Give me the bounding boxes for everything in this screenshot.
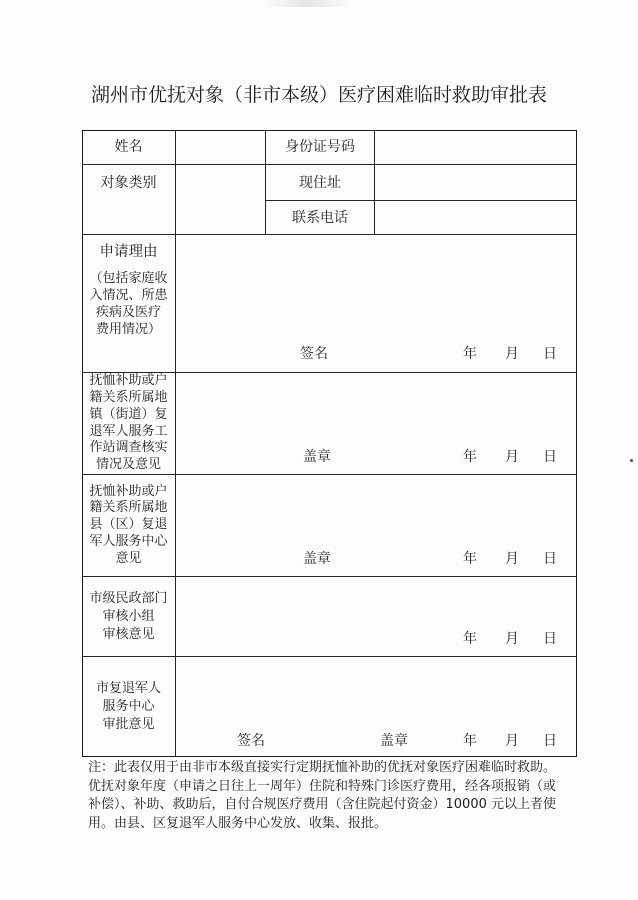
reason-label-cell	[82, 235, 176, 373]
approval-table	[82, 130, 577, 757]
date-year-label: 年	[463, 449, 477, 465]
city-civil-affairs-line: 审核小组	[102, 608, 155, 624]
date-year-label: 年	[463, 551, 477, 567]
footnote-line: 优抚对象年度（申请之日往上一周年）住院和特殊门诊医疗费用，经各项报销（或	[88, 778, 557, 794]
footnote-line: 补偿）、补助、救助后，自付合规医疗费用（含住院起付资金）10000 元以上者使	[88, 797, 556, 813]
date-month-label: 月	[505, 449, 519, 465]
city-center-label-cell	[82, 657, 176, 757]
town-station-line: 镇（街道）复	[89, 406, 168, 422]
reason-content-cell	[176, 235, 577, 373]
date-day-label: 日	[543, 631, 557, 647]
county-center-line: 意见	[115, 550, 142, 566]
date-year-label: 年	[463, 346, 477, 362]
category-label: 对象类别	[82, 165, 176, 235]
reason-heading: 申请理由	[99, 244, 158, 260]
seal-label: 盖章	[303, 551, 331, 567]
town-station-line: 退军人服务工	[89, 423, 168, 439]
date-month-label: 月	[505, 733, 519, 749]
city-center-line: 审批意见	[102, 716, 155, 732]
town-station-label-cell	[82, 373, 176, 475]
town-station-content-cell	[176, 373, 577, 475]
county-center-label-cell	[82, 475, 176, 577]
id-number-value-cell	[375, 130, 577, 165]
city-civil-affairs-line: 审核意见	[102, 626, 155, 642]
date-month-label: 月	[505, 346, 519, 362]
town-station-line: 抚恤补助或户	[89, 373, 168, 389]
name-value-cell	[176, 130, 266, 165]
signature-label: 签名	[300, 346, 328, 362]
date-month-label: 月	[505, 631, 519, 647]
date-month-label: 月	[505, 551, 519, 567]
footnote-line: 注：此表仅用于由非市本级直接实行定期抚恤补助的优抚对象医疗困难临时救助。	[88, 760, 557, 775]
reason-line: 疾病及医疗	[95, 305, 161, 320]
address-label: 现住址	[266, 165, 375, 201]
date-year-label: 年	[463, 631, 477, 647]
reason-line: 费用情况）	[95, 322, 161, 337]
reason-line: 入情况、所患	[89, 288, 168, 303]
town-station-line: 籍关系所属地	[89, 389, 168, 405]
reason-line: （包括家庭收	[89, 271, 168, 286]
town-station-line: 作站调查核实	[89, 440, 168, 456]
date-day-label: 日	[543, 449, 557, 465]
phone-value-cell	[375, 201, 577, 235]
footnote	[88, 759, 556, 833]
county-center-line: 抚恤补助或户	[89, 483, 168, 499]
county-center-line: 县（区）复退	[89, 517, 168, 533]
city-civil-affairs-line: 市级民政部门	[89, 590, 168, 606]
date-day-label: 日	[543, 733, 557, 749]
county-center-content-cell	[176, 475, 577, 577]
scan-artifact-top	[262, 0, 352, 7]
county-center-line: 籍关系所属地	[89, 500, 168, 516]
signature-label: 签名	[237, 733, 265, 749]
scan-artifact-dot	[630, 459, 633, 462]
address-value-cell	[375, 165, 577, 201]
city-center-content-cell	[176, 657, 577, 757]
category-value-cell	[176, 165, 266, 235]
town-station-line: 情况及意见	[95, 457, 161, 473]
date-day-label: 日	[543, 551, 557, 567]
city-civil-affairs-label-cell	[82, 577, 176, 657]
city-civil-affairs-content-cell	[176, 577, 577, 657]
date-year-label: 年	[463, 733, 477, 749]
county-center-line: 军人服务中心	[89, 533, 168, 549]
form-title: 湖州市优抚对象（非市本级）医疗困难临时救助审批表	[90, 84, 547, 106]
phone-label: 联系电话	[266, 201, 375, 235]
city-center-line: 市复退军人	[95, 680, 161, 696]
seal-label: 盖章	[303, 449, 331, 465]
city-center-line: 服务中心	[102, 698, 155, 714]
footnote-line: 用。由县、区复退军人服务中心发放、收集、报批。	[88, 815, 388, 831]
id-number-label: 身份证号码	[266, 130, 375, 165]
seal-label: 盖章	[380, 733, 408, 749]
date-day-label: 日	[543, 346, 557, 362]
name-label: 姓名	[82, 130, 176, 165]
